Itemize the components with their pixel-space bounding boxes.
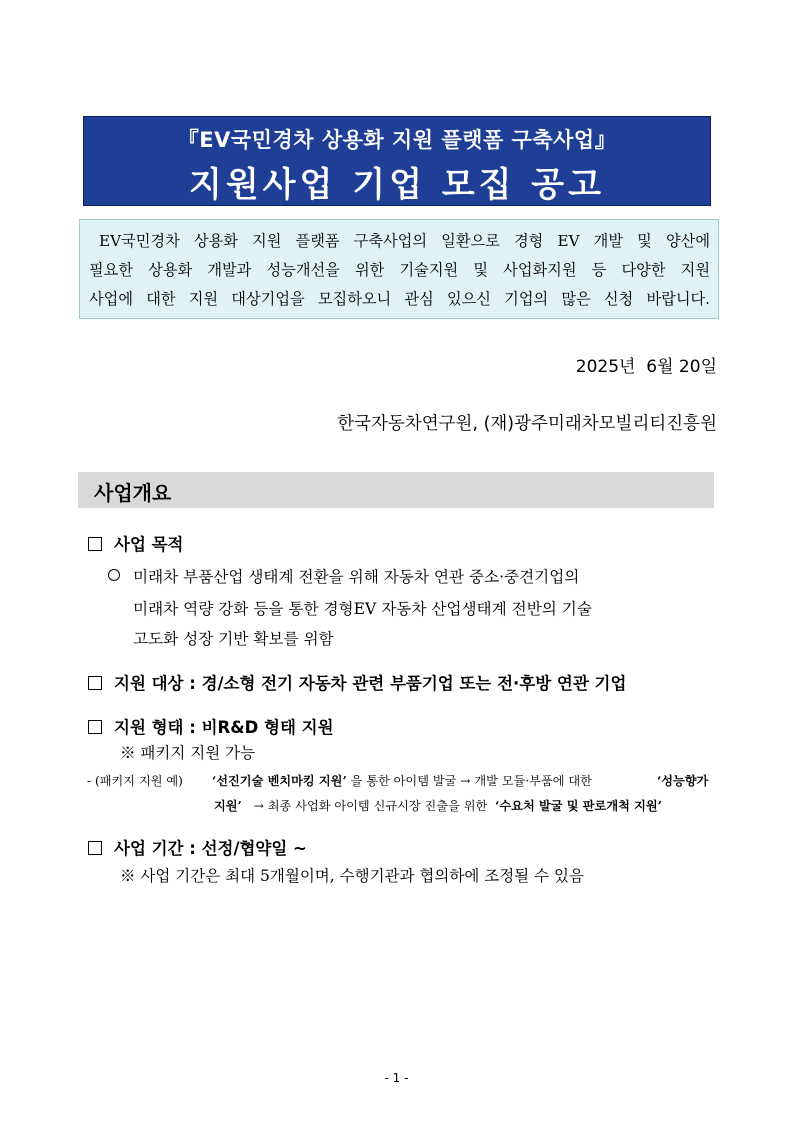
example-text-1: 을 통한 아이템 발굴 → 개발 모듈·부품에 대한 bbox=[350, 774, 592, 788]
section-title: 사업개요 bbox=[94, 481, 172, 505]
purpose-heading bbox=[88, 531, 184, 555]
package-example-label: - (패키지 지원 예) bbox=[87, 774, 183, 788]
package-example-line-2 bbox=[214, 797, 662, 814]
purpose-line-1: 미래차 부품산업 생태계 전환을 위해 자동차 연관 중소·중견기업의 bbox=[133, 568, 580, 586]
example-highlight-market: ‘수요처 발굴 및 판로개척 지원’ bbox=[495, 799, 662, 813]
organization: 한국자동차연구원, (재)광주미래차모빌리티진흥원 bbox=[337, 414, 717, 434]
target-heading-text: 지원 대상 : 경/소형 전기 자동차 관련 부품기업 또는 전·후방 연관 기업 bbox=[114, 674, 627, 693]
target-heading bbox=[88, 670, 626, 694]
program-title: 『EV국민경차 상용화 지원 플랫폼 구축사업』 bbox=[177, 128, 617, 152]
intro-line-3: 사업에 대한 지원 대상기업을 모집하오니 관심 있으신 기업의 많은 신청 바랍니다. bbox=[89, 290, 710, 308]
checkbox-square-icon bbox=[88, 676, 102, 690]
intro-line-2: 필요한 상용화 개발과 성능개선을 위한 기술지원 및 사업화지원 등 다양한 지원 bbox=[89, 261, 710, 279]
package-example-line-1 bbox=[212, 772, 592, 789]
package-note: ※ 패키지 지원 가능 bbox=[120, 744, 256, 762]
purpose-line-2: 미래차 역량 강화 등을 통한 경형EV 자동차 산업생태계 전반의 기술 bbox=[133, 600, 592, 618]
example-highlight-support: 지원’ bbox=[214, 799, 242, 813]
example-highlight-benchmark: ‘선진기술 벤치마킹 지원’ bbox=[212, 774, 347, 788]
circle-bullet-icon bbox=[108, 569, 120, 581]
period-heading-text: 사업 기간 : 선정/협약일 ~ bbox=[114, 839, 307, 858]
checkbox-square-icon bbox=[88, 537, 102, 551]
notice-date: 2025년 6월 20일 bbox=[575, 357, 717, 377]
checkbox-square-icon bbox=[88, 720, 102, 734]
period-note: ※ 사업 기간은 최대 5개월이며, 수행기관과 협의하에 조정될 수 있음 bbox=[120, 867, 584, 885]
purpose-line-3: 고도화 성장 기반 확보를 위함 bbox=[133, 630, 334, 648]
section-header bbox=[78, 472, 714, 508]
example-highlight-performance bbox=[657, 772, 708, 789]
notice-title: 지원사업 기업 모집 공고 bbox=[189, 165, 605, 205]
checkbox-square-icon bbox=[88, 841, 102, 855]
period-heading bbox=[88, 835, 307, 859]
intro-box bbox=[79, 219, 719, 319]
form-heading bbox=[88, 714, 334, 738]
example-text-2: → 최종 사업화 아이템 신규시장 진출을 위한 bbox=[253, 799, 488, 813]
title-banner bbox=[83, 116, 711, 206]
page-number: - 1 - bbox=[384, 1071, 409, 1085]
intro-line-1: EV국민경차 상용화 지원 플랫폼 구축사업의 일환으로 경형 EV 개발 및 양산에 bbox=[99, 232, 710, 250]
purpose-heading-text: 사업 목적 bbox=[114, 535, 184, 554]
form-heading-text: 지원 형태 : 비R&D 형태 지원 bbox=[114, 718, 334, 737]
example-highlight-performance-text: ‘성능향가 bbox=[657, 774, 709, 788]
